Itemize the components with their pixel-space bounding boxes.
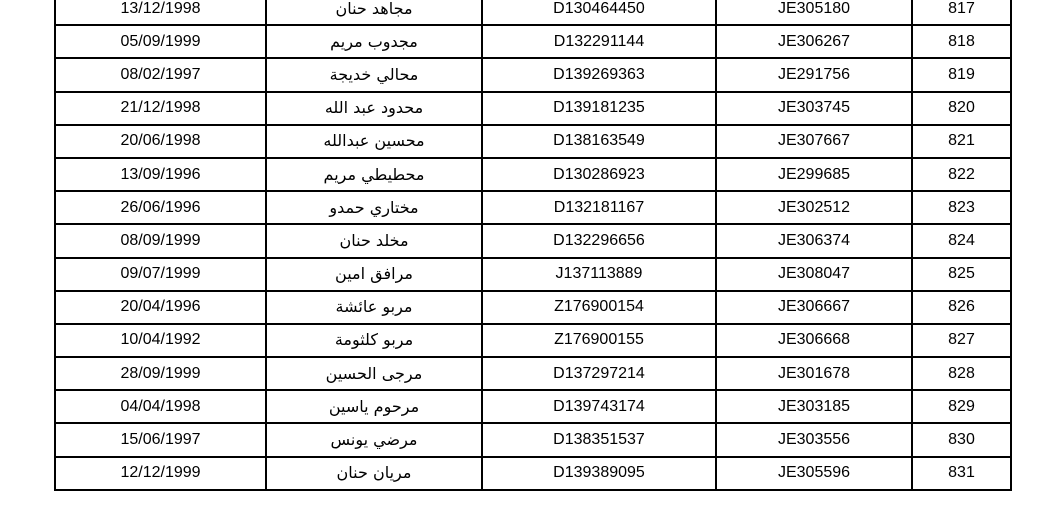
code-cell: JE291756 <box>716 58 912 91</box>
table-row <box>55 390 1011 423</box>
name-cell: مربو عائشة <box>266 291 482 324</box>
code-cell: JE303185 <box>716 390 912 423</box>
row-number-cell: 818 <box>912 25 1011 58</box>
row-number-cell: 820 <box>912 92 1011 125</box>
table-row <box>55 258 1011 291</box>
code-cell: JE299685 <box>716 158 912 191</box>
id-card-cell: D130286923 <box>482 158 716 191</box>
code-cell: JE308047 <box>716 258 912 291</box>
date-cell: 28/09/1999 <box>55 357 266 390</box>
name-cell: مرجى الحسين <box>266 357 482 390</box>
name-cell: محسين عبدالله <box>266 125 482 158</box>
id-card-cell: D139269363 <box>482 58 716 91</box>
table-row <box>55 0 1011 25</box>
row-number-cell: 819 <box>912 58 1011 91</box>
row-number-cell: 827 <box>912 324 1011 357</box>
code-cell: JE305180 <box>716 0 912 25</box>
id-card-cell: D138163549 <box>482 125 716 158</box>
id-card-cell: D137297214 <box>482 357 716 390</box>
name-cell: مجاهد حنان <box>266 0 482 25</box>
date-cell: 08/02/1997 <box>55 58 266 91</box>
table-row <box>55 58 1011 91</box>
date-cell: 09/07/1999 <box>55 258 266 291</box>
date-cell: 26/06/1996 <box>55 191 266 224</box>
name-cell: محدود عبد الله <box>266 92 482 125</box>
date-cell: 12/12/1999 <box>55 457 266 490</box>
name-cell: مربو كلثومة <box>266 324 482 357</box>
code-cell: JE303745 <box>716 92 912 125</box>
name-cell: مختاري حمدو <box>266 191 482 224</box>
table-row <box>55 158 1011 191</box>
date-cell: 21/12/1998 <box>55 92 266 125</box>
code-cell: JE306374 <box>716 224 912 257</box>
table-row <box>55 92 1011 125</box>
name-cell: مرحوم ياسين <box>266 390 482 423</box>
id-card-cell: Z176900155 <box>482 324 716 357</box>
id-card-cell: D132181167 <box>482 191 716 224</box>
id-card-cell: D139389095 <box>482 457 716 490</box>
row-number-cell: 829 <box>912 390 1011 423</box>
records-table <box>54 0 1012 491</box>
id-card-cell: D139181235 <box>482 92 716 125</box>
table-row <box>55 25 1011 58</box>
id-card-cell: D139743174 <box>482 390 716 423</box>
date-cell: 13/12/1998 <box>55 0 266 25</box>
table-row <box>55 291 1011 324</box>
code-cell: JE307667 <box>716 125 912 158</box>
date-cell: 13/09/1996 <box>55 158 266 191</box>
table-row <box>55 423 1011 456</box>
id-card-cell: J137113889 <box>482 258 716 291</box>
row-number-cell: 817 <box>912 0 1011 25</box>
date-cell: 04/04/1998 <box>55 390 266 423</box>
date-cell: 08/09/1999 <box>55 224 266 257</box>
row-number-cell: 821 <box>912 125 1011 158</box>
table-row <box>55 191 1011 224</box>
name-cell: محالي خديجة <box>266 58 482 91</box>
date-cell: 10/04/1992 <box>55 324 266 357</box>
row-number-cell: 823 <box>912 191 1011 224</box>
date-cell: 15/06/1997 <box>55 423 266 456</box>
row-number-cell: 831 <box>912 457 1011 490</box>
date-cell: 20/06/1998 <box>55 125 266 158</box>
date-cell: 20/04/1996 <box>55 291 266 324</box>
name-cell: مجدوب مريم <box>266 25 482 58</box>
table-row <box>55 457 1011 490</box>
code-cell: JE306667 <box>716 291 912 324</box>
document-page <box>54 0 1000 491</box>
row-number-cell: 825 <box>912 258 1011 291</box>
table-row <box>55 324 1011 357</box>
row-number-cell: 828 <box>912 357 1011 390</box>
name-cell: مخلد حنان <box>266 224 482 257</box>
code-cell: JE301678 <box>716 357 912 390</box>
code-cell: JE306668 <box>716 324 912 357</box>
id-card-cell: D132296656 <box>482 224 716 257</box>
id-card-cell: D132291144 <box>482 25 716 58</box>
records-table-body <box>55 0 1011 490</box>
id-card-cell: D130464450 <box>482 0 716 25</box>
date-cell: 05/09/1999 <box>55 25 266 58</box>
table-row <box>55 357 1011 390</box>
id-card-cell: Z176900154 <box>482 291 716 324</box>
row-number-cell: 826 <box>912 291 1011 324</box>
name-cell: مرافق امين <box>266 258 482 291</box>
name-cell: محطيطي مريم <box>266 158 482 191</box>
id-card-cell: D138351537 <box>482 423 716 456</box>
table-row <box>55 125 1011 158</box>
row-number-cell: 824 <box>912 224 1011 257</box>
code-cell: JE305596 <box>716 457 912 490</box>
name-cell: مريان حنان <box>266 457 482 490</box>
code-cell: JE306267 <box>716 25 912 58</box>
code-cell: JE303556 <box>716 423 912 456</box>
row-number-cell: 822 <box>912 158 1011 191</box>
table-row <box>55 224 1011 257</box>
row-number-cell: 830 <box>912 423 1011 456</box>
code-cell: JE302512 <box>716 191 912 224</box>
name-cell: مرضي يونس <box>266 423 482 456</box>
